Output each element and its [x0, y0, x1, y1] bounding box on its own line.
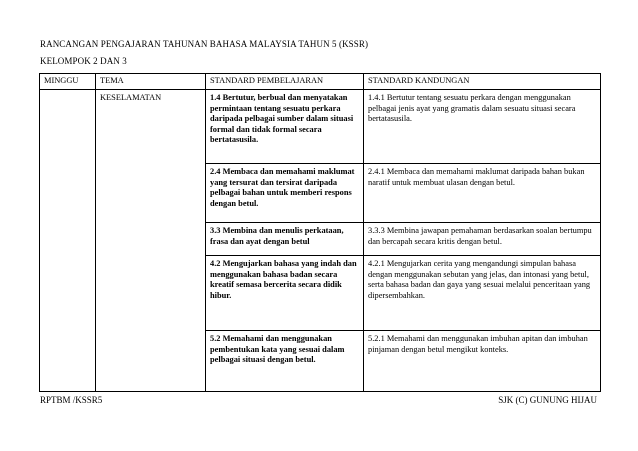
- standard-pembelajaran-cell: 1.4 Bertutur, berbual dan menyatakan permintaan tentang sesuatu perkara daripada pelbagai sumber dalam situasi formal dan tidak formal secara bertatasusila.: [206, 90, 364, 164]
- column-header-minggu: MINGGU: [40, 74, 96, 90]
- standard-pembelajaran-cell: 2.4 Membaca dan memahami maklumat yang tersurat dan tersirat daripada pelbagai bahan untuk memberi respons dengan betul.: [206, 164, 364, 223]
- standard-kandungan-cell: 5.2.1 Memahami dan menggunakan imbuhan apitan dan imbuhan pinjaman dengan betul mengikut konteks.: [364, 331, 601, 392]
- minggu-cell: [40, 90, 96, 392]
- standard-kandungan-cell: 3.3.3 Membina jawapan pemahaman berdasarkan soalan bertumpu dan bercapah secara kritis dengan betul.: [364, 223, 601, 256]
- standard-kandungan-cell: 1.4.1 Bertutur tentang sesuatu perkara dengan menggunakan pelbagai jenis ayat yang gramatis dalam sesuatu situasi secara bertatasusila.: [364, 90, 601, 164]
- standard-pembelajaran-cell: 4.2 Mengujarkan bahasa yang indah dan menggunakan bahasa badan secara kreatif semasa bercerita secara didik hibur.: [206, 256, 364, 331]
- column-header-tema: TEMA: [96, 74, 206, 90]
- table-header-row: [40, 74, 601, 90]
- standard-pembelajaran-cell: 3.3 Membina dan menulis perkataan, frasa dan ayat dengan betul: [206, 223, 364, 256]
- column-header-standard-kandungan: STANDARD KANDUNGAN: [364, 74, 601, 90]
- standard-kandungan-cell: 4.2.1 Mengujarkan cerita yang mengandungi simpulan bahasa dengan menggunakan sebutan yang jelas, dan intonasi yang betul, serta bahasa badan dan gaya yang sesuai melalui penceritaan yang dipersembahkan.: [364, 256, 601, 331]
- tema-cell: KESELAMATAN: [96, 90, 206, 392]
- standard-pembelajaran-cell: 5.2 Memahami dan menggunakan pembentukan kata yang sesuai dalam pelbagai situasi dengan betul.: [206, 331, 364, 392]
- document-title: RANCANGAN PENGAJARAN TAHUNAN BAHASA MALAYSIA TAHUN 5 (KSSR): [40, 39, 369, 49]
- group-label: KELOMPOK 2 DAN 3: [40, 56, 127, 66]
- standard-kandungan-cell: 2.4.1 Membaca dan memahami maklumat daripada bahan bukan naratif untuk membuat ulasan dengan betul.: [364, 164, 601, 223]
- column-header-standard-pembelajaran: STANDARD PEMBELAJARAN: [206, 74, 364, 90]
- lesson-plan-table: [39, 73, 601, 392]
- footer-document-code: RPTBM /KSSR5: [40, 395, 103, 405]
- footer-school-name: SJK (C) GUNUNG HIJAU: [498, 395, 597, 405]
- table-row: [40, 90, 601, 164]
